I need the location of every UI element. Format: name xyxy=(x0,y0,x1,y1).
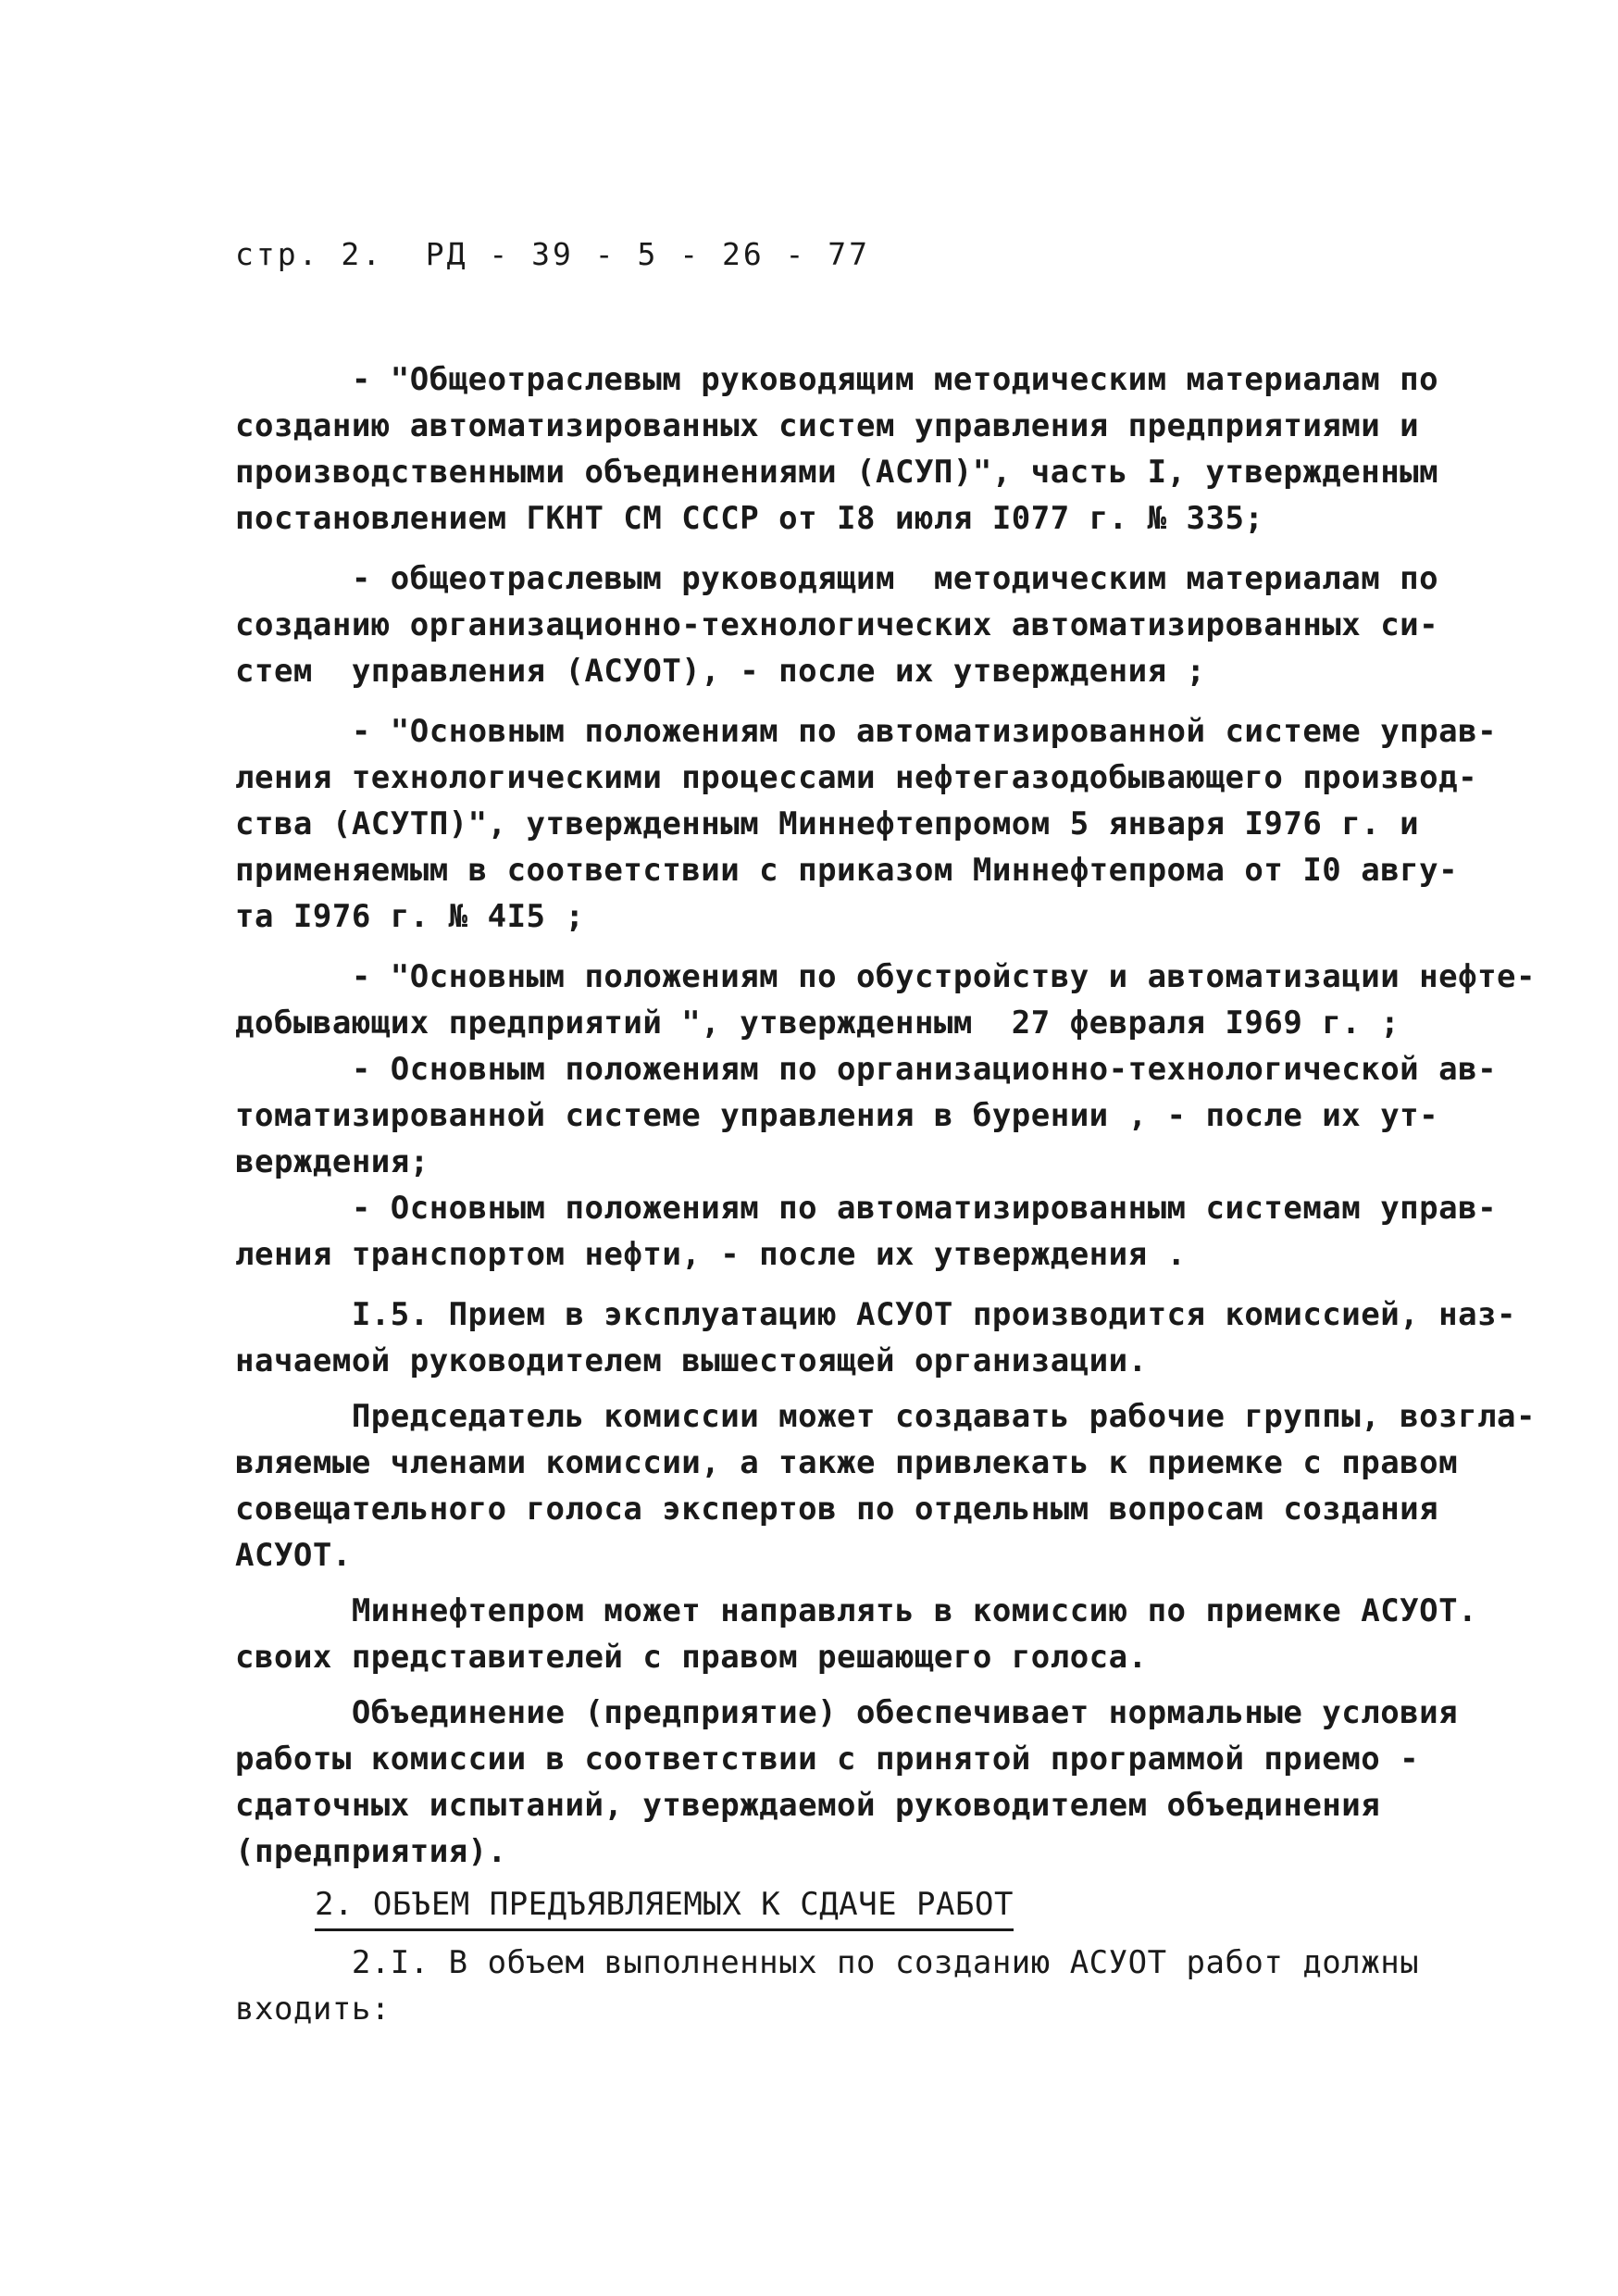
text-line: постановлением ГКНТ СМ СССР от I8 июля I077 г. № 335; xyxy=(235,500,1264,537)
text-line: - Основным положениям по организационно-технологической ав- xyxy=(235,1051,1498,1088)
text-line: вляемые членами комиссии, а также привлекать к приемке с правом xyxy=(235,1444,1459,1481)
text-line: - общеотраслевым руководящим методическим материалам по xyxy=(235,560,1439,597)
text-line: - "Общеотраслевым руководящим методическим материалам по xyxy=(235,361,1439,398)
text-line: ства (АСУТП)", утвержденным Миннефтепромом 5 января I976 г. и xyxy=(235,805,1420,842)
text-line: производственными объединениями (АСУП)", часть I, утвержденным xyxy=(235,454,1439,491)
text-line: Председатель комиссии может создавать рабочие группы, возгла- xyxy=(235,1398,1536,1435)
page-header: стр. 2. РД - 39 - 5 - 26 - 77 xyxy=(235,236,871,272)
text-line: созданию организационно-технологических автоматизированных си- xyxy=(235,606,1439,643)
text-line: ления транспортом нефти, - после их утверждения . xyxy=(235,1236,1187,1273)
text-line: стем управления (АСУОТ), - после их утверждения ; xyxy=(235,653,1206,690)
text-line: своих представителей с правом решающего голоса. xyxy=(235,1639,1148,1676)
text-line: АСУОТ. xyxy=(235,1537,352,1574)
text-line: совещательного голоса экспертов по отдельным вопросам создания xyxy=(235,1491,1439,1528)
text-line: 2.I. В объем выполненных по созданию АСУОТ работ должны xyxy=(235,1944,1420,1981)
section-heading: 2. ОБЪЕМ ПРЕДЪЯВЛЯЕМЫХ К СДАЧЕ РАБОТ xyxy=(315,1884,1014,1931)
text-line: применяемым в соответствии с приказом Миннефтепрома от I0 авгу- xyxy=(235,852,1459,889)
text-line: томатизированной системе управления в бурении , - после их ут- xyxy=(235,1097,1439,1134)
text-line: входить: xyxy=(235,1990,391,2028)
text-line: (предприятия). xyxy=(235,1833,507,1870)
text-line: начаемой руководителем вышестоящей организации. xyxy=(235,1342,1148,1379)
text-line: Объединение (предприятие) обеспечивает нормальные условия xyxy=(235,1694,1459,1731)
text-line: верждения; xyxy=(235,1143,429,1180)
text-line: - Основным положениям по автоматизированным системам управ- xyxy=(235,1190,1498,1227)
text-line: - "Основным положениям по автоматизированной системе управ- xyxy=(235,713,1498,750)
text-line: - "Основным положениям по обустройству и автоматизации нефте- xyxy=(235,958,1536,995)
text-line: I.5. Прием в эксплуатацию АСУОТ производится комиссией, наз- xyxy=(235,1296,1517,1333)
text-line: созданию автоматизированных систем управления предприятиями и xyxy=(235,407,1420,444)
text-line: ления технологическими процессами нефтегазодобывающего производ- xyxy=(235,759,1478,796)
text-line: сдаточных испытаний, утверждаемой руководителем объединения xyxy=(235,1787,1381,1824)
text-line: добывающих предприятий ", утвержденным 27 февраля I969 г. ; xyxy=(235,1004,1400,1042)
text-line: та I976 г. № 4I5 ; xyxy=(235,898,585,935)
text-line: работы комиссии в соответствии с принятой программой приемо - xyxy=(235,1741,1420,1778)
text-line: Миннефтепром может направлять в комиссию по приемке АСУОТ. xyxy=(235,1592,1478,1629)
